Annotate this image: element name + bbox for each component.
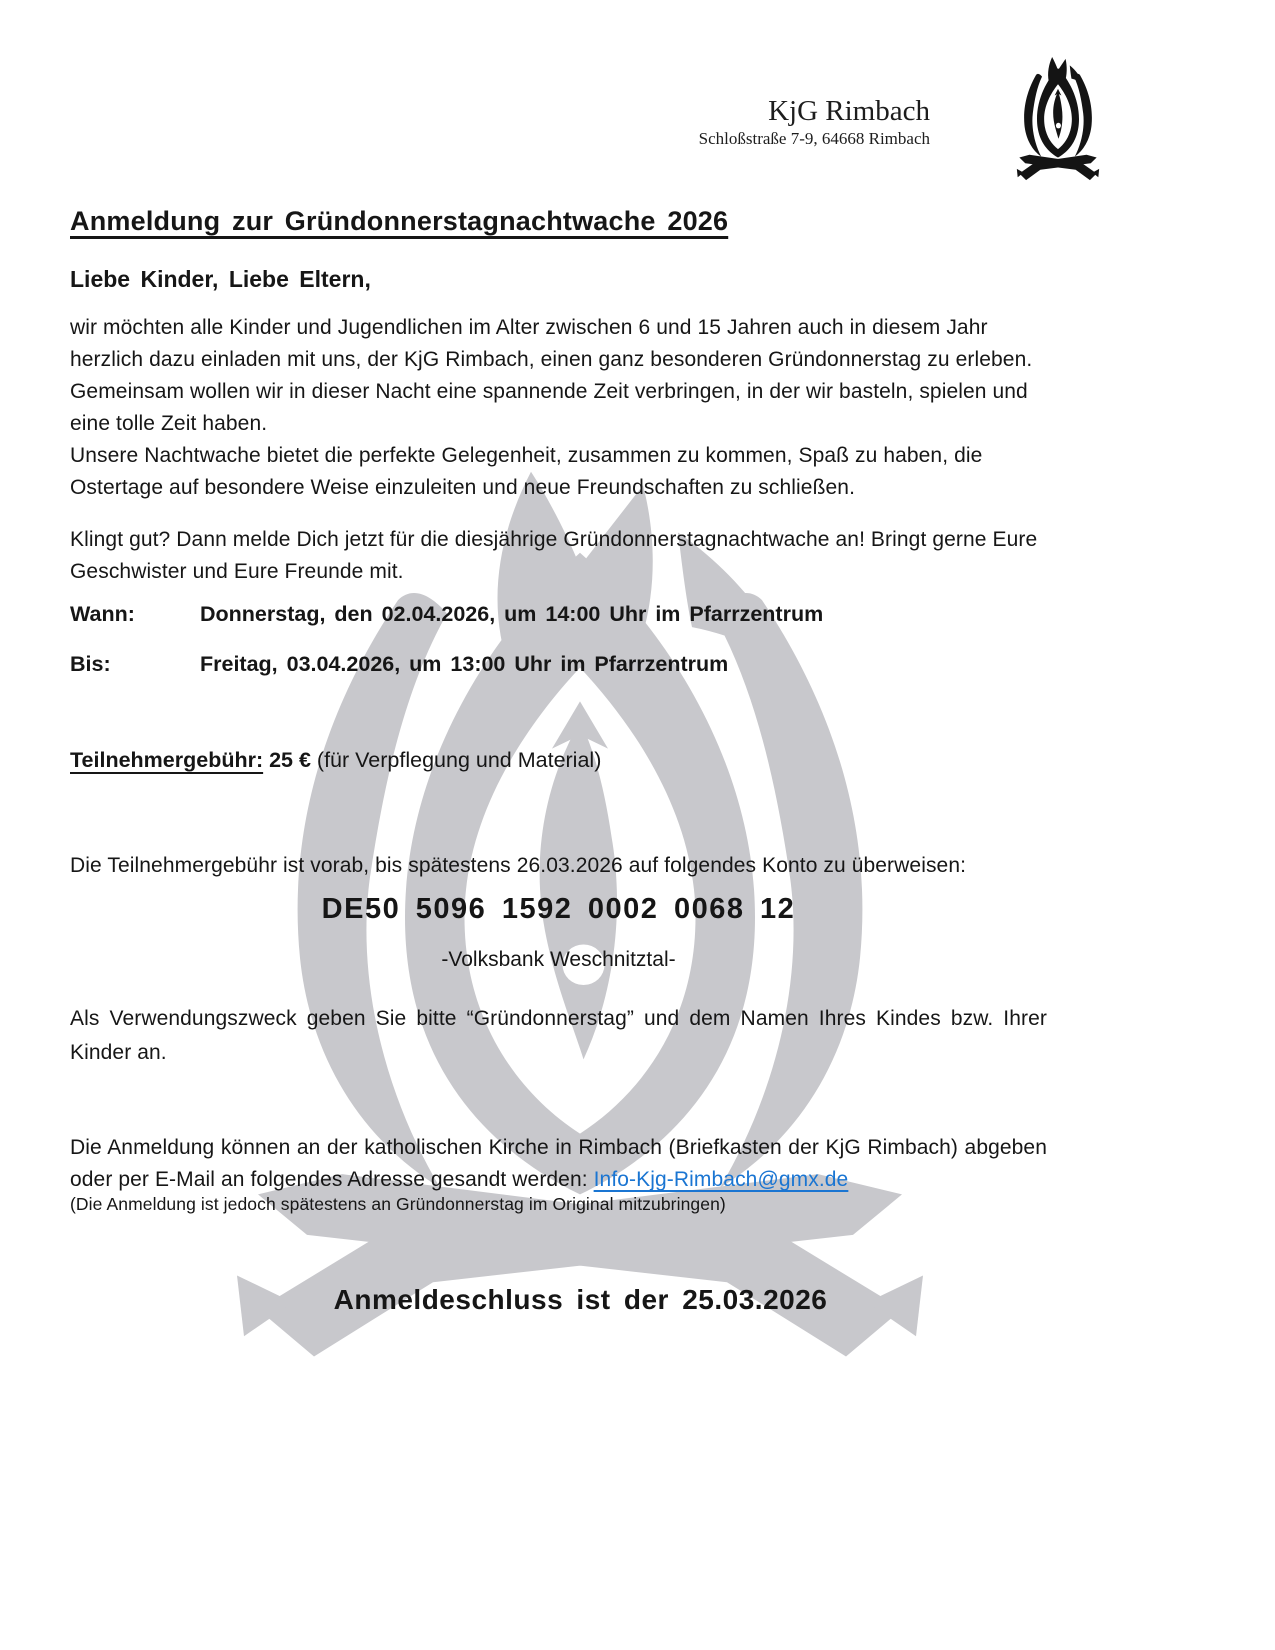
fee-line [70,748,1047,773]
intro-paragraph [70,312,1047,504]
salutation: Liebe Kinder, Liebe Eltern, [70,266,371,292]
original-note: (Die Anmeldung ist jedoch spätestens an Gründonnerstag im Original mitzubringen) [70,1194,726,1214]
intro-paragraph-part-2: Unsere Nachtwache bietet die perfekte Gelegenheit, zusammen zu kommen, Spaß zu haben, die Ostertage auf besondere Weise einzuleiten und neue Freundschaften zu schließen. [70,444,983,499]
fee-label: Teilnehmergebühr: [70,748,264,772]
submission-paragraph [70,1132,1047,1196]
letterhead [699,94,930,150]
org-address: Schloßstraße 7-9, 64668 Rimbach [698,129,930,148]
cta-paragraph: Klingt gut? Dann melde Dich jetzt für die diesjährige Gründonnerstagnachtwache an! Bringt gerne Eure Geschwister und Eure Freunde mit. [70,528,1038,583]
schedule-row-start [70,602,1047,627]
schedule-label-wann: Wann: [70,602,135,626]
email-link[interactable]: Info-Kjg-Rimbach@gmx.de [593,1168,849,1191]
kjg-campfire-logo-icon [1016,56,1100,182]
page-title: Anmeldung zur Gründonnerstagnachtwache 2026 [70,206,729,236]
org-name: KjG Rimbach [768,95,930,127]
schedule-label-bis: Bis: [70,652,111,676]
schedule-row-end [70,652,1047,677]
schedule-value-wann: Donnerstag, den 02.04.2026, um 14:00 Uhr im Pfarrzentrum [200,602,824,626]
fee-note: (für Verpflegung und Material) [316,748,602,772]
intro-paragraph-part-1: wir möchten alle Kinder und Jugendlichen im Alter zwischen 6 und 15 Jahren auch in diesem Jahr herzlich dazu einladen mit uns, der KjG Rimbach, einen ganz besonderen Gründonnerstag zu erleben. Gemeinsam wollen wir in dieser Nacht eine spannende Zeit verbringen, in der wir basteln, spielen und eine tolle Zeit haben. [70,316,1033,435]
fee-amount: 25 € [263,748,317,772]
deadline-line: Anmeldeschluss ist der 25.03.2026 [333,1284,828,1315]
payment-reference-note: Als Verwendungszweck geben Sie bitte “Gründonnerstag” und dem Namen Ihres Kindes bzw. Ihrer Kinder an. [70,1007,1047,1064]
bank-name: -Volksbank Weschnitztal- [441,948,676,971]
schedule-value-bis: Freitag, 03.04.2026, um 13:00 Uhr im Pfarrzentrum [200,652,729,676]
payment-instruction: Die Teilnehmergebühr ist vorab, bis spätestens 26.03.2026 auf folgendes Konto zu überweisen: [70,854,967,877]
iban-number: DE50 5096 1592 0002 0068 12 [321,893,796,925]
submission-text: Die Anmeldung können an der katholischen Kirche in Rimbach (Briefkasten der KjG Rimbach) abgeben oder per E-Mail an folgendes Adresse gesandt werden: [70,1136,1047,1191]
